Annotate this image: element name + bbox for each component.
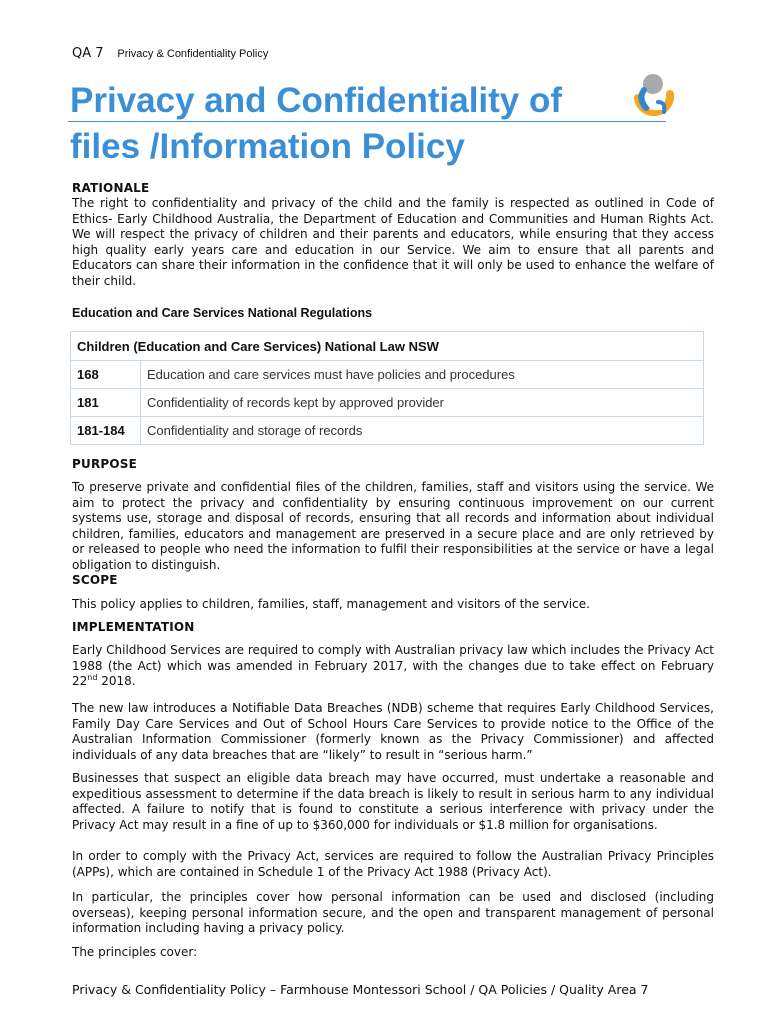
purpose-text: To preserve private and confidential files of the children, families, staff and visitors using the service. We aim to protect the privacy and confidentiality by ensuring continuous improvement on our current systems use, storage and disposal of records, ensuring that all records and information about individual children, families, educators and management are preserved in a secure place and are only retrieved by or released to people who need the information to fulfil their responsibilities at the service or have a legal obligation to distinguish.: [72, 480, 714, 572]
implementation-heading: IMPLEMENTATION: [72, 620, 195, 634]
implementation-paragraph-4: In particular, the principles cover how personal information can be used and disclosed (including overseas), keeping personal information secure, and the open and transparent management of personal information including having a privacy policy.: [72, 890, 714, 936]
purpose-heading: PURPOSE: [72, 457, 138, 471]
school-logo-icon: [628, 72, 678, 122]
regulation-number: 181: [71, 389, 141, 417]
regulation-description: Confidentiality of records kept by approved provider: [141, 389, 704, 417]
ordinal-suffix: nd: [87, 673, 98, 683]
regulation-description: Confidentiality and storage of records: [141, 417, 704, 445]
page-header: [72, 46, 268, 61]
scope-heading: SCOPE: [72, 573, 118, 587]
table-header-row: [71, 332, 704, 361]
title-line-1: Privacy and Confidentiality of: [70, 81, 563, 120]
qa-label: QA 7: [72, 46, 104, 61]
rationale-heading: RATIONALE: [72, 181, 150, 195]
regulation-number: 168: [71, 361, 141, 389]
law-title: Children (Education and Care Services) National Law NSW: [71, 332, 704, 361]
header-subtitle: Privacy & Confidentiality Policy: [117, 48, 269, 60]
title-underline: [68, 121, 666, 122]
implementation-paragraph-3a: Businesses that suspect an eligible data breach may have occurred, must undertake a reasonable and expeditious assessment to determine if the data breach is likely to result in serious harm to any individual affected. A failure to notify that is found to constitute a serious interference with privacy under the Privacy Act may result in a fine of up to $360,000 for individuals or $1.8 million for organisations.: [72, 771, 714, 832]
table-row: [71, 417, 704, 445]
implementation-paragraph-2: The new law introduces a Notifiable Data Breaches (NDB) scheme that requires Early Childhood Services, Family Day Care Services and Out of School Hours Care Services to provide notice to the Office of the Australian Information Commissioner (formerly known as the Privacy Commissioner) and affected individuals of any data breaches that are “likely” to result in “serious harm.”: [72, 701, 714, 762]
table-row: [71, 389, 704, 417]
table-row: [71, 361, 704, 389]
regulations-table: [70, 331, 704, 445]
implementation-paragraph-5: The principles cover:: [72, 945, 198, 959]
page-title: [70, 78, 590, 170]
page-footer: Privacy & Confidentiality Policy – Farmhouse Montessori School / QA Policies / Quality Area 7: [72, 982, 649, 997]
implementation-paragraph-3b: In order to comply with the Privacy Act, services are required to follow the Australian Privacy Principles (APPs), which are contained in Schedule 1 of the Privacy Act 1988 (Privacy Act).: [72, 849, 714, 879]
scope-text: This policy applies to children, families, staff, management and visitors of the service.: [72, 597, 590, 611]
implementation-paragraph-1: [72, 643, 714, 690]
rationale-text: The right to confidentiality and privacy of the child and the family is respected as outlined in Code of Ethics- Early Childhood Australia, the Department of Education and Communities and Human Rights Act. We will respect the privacy of children and their parents and educators, while ensuring that they access high quality early years care and education in our Service. We aim to ensure that all parents and Educators can share their information in the confidence that it will only be used to enhance the welfare of their child.: [72, 196, 714, 288]
regulation-description: Education and care services must have policies and procedures: [141, 361, 704, 389]
title-line-2: files /Information Policy: [70, 127, 465, 166]
implementation-p1-end: 2018.: [97, 674, 136, 689]
implementation-p1-text: Early Childhood Services are required to comply with Australian privacy law which includes the Privacy Act 1988 (the Act) which was amended in February 2017, with the changes due to take effect on February 22: [72, 643, 714, 689]
regulations-heading: Education and Care Services National Regulations: [72, 306, 373, 320]
regulation-number: 181-184: [71, 417, 141, 445]
